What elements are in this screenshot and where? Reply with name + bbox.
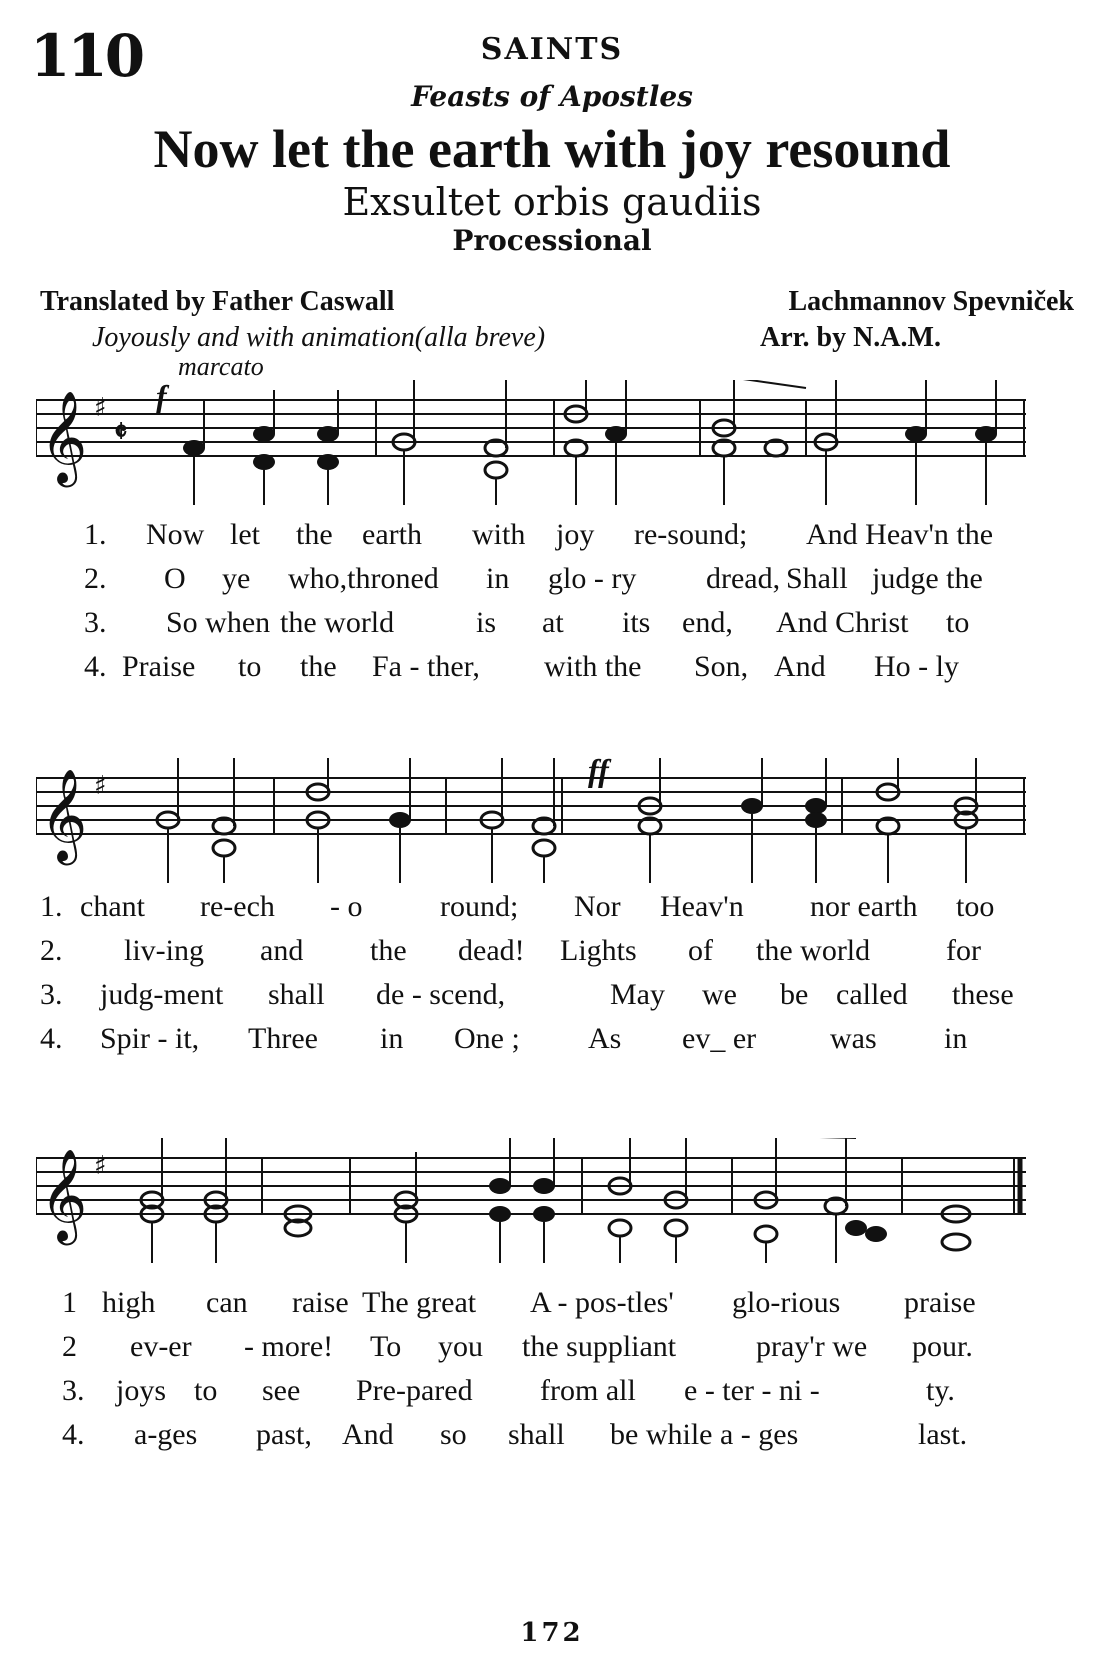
dynamic-fortissimo: ff bbox=[588, 752, 609, 788]
svg-text:♯: ♯ bbox=[94, 393, 107, 423]
music-staff-1 bbox=[36, 380, 1026, 510]
subsection-title: Feasts of Apostles bbox=[411, 80, 693, 113]
lyric-line-1-1: 1. Now let the earth with joy re-sound; And Heav'n the bbox=[84, 518, 994, 551]
tune-source: Lachmannov Spevniček bbox=[788, 286, 1074, 317]
svg-text:𝄞: 𝄞 bbox=[40, 1148, 88, 1241]
svg-text:𝄞: 𝄞 bbox=[40, 768, 88, 861]
hymn-title: Now let the earth with joy resound bbox=[153, 119, 951, 179]
music-staff-3 bbox=[36, 1138, 1026, 1268]
svg-text:𝄞: 𝄞 bbox=[40, 390, 88, 483]
lyric-line-1-4: 4. Praise to the Fa - ther, with the Son, And Ho - ly bbox=[84, 650, 959, 683]
lyric-line-2-3: 3. judg-ment shall de - scend, May we be called these bbox=[40, 978, 1014, 1011]
page-number: 172 bbox=[520, 1618, 584, 1648]
lyric-line-1-2: 2. O ye who,throned in glo - ry dread, Shall judge the bbox=[84, 562, 983, 595]
hymn-number: 110 bbox=[30, 22, 143, 90]
lyric-line-2-4: 4. Spir - it, Three in One ; As ev_ er was in bbox=[40, 1022, 968, 1055]
lyric-line-3-1: 1 high can raise The great A - pos-tles' glo-rious praise bbox=[62, 1286, 976, 1319]
arranger-credit: Arr. by N.A.M. bbox=[760, 322, 941, 353]
lyric-line-2-2: 2. liv-ing and the dead! Lights of the world for bbox=[40, 934, 981, 967]
lyric-line-3-3: 3. joys to see Pre-pared from all e - ter - ni - ty. bbox=[62, 1374, 955, 1407]
tempo-marking: Joyously and with animation(alla breve) bbox=[92, 322, 546, 353]
lyric-line-1-3: 3. So when the world is at its end, And Christ to bbox=[84, 606, 970, 639]
music-staff-2 bbox=[36, 758, 1026, 888]
lyric-line-2-1: 1. chant re-ech - o round; Nor Heav'n nor earth too bbox=[40, 890, 995, 923]
svg-text:♯: ♯ bbox=[94, 1151, 107, 1181]
expression-marking: marcato bbox=[178, 352, 264, 381]
svg-text:♯: ♯ bbox=[94, 771, 107, 801]
section-title: SAINTS bbox=[480, 32, 624, 67]
translator-credit: Translated by Father Caswall bbox=[40, 286, 395, 317]
hymn-kind: Processional bbox=[452, 224, 652, 257]
svg-text:𝄵: 𝄵 bbox=[114, 415, 128, 450]
latin-title: Exsultet orbis gaudiis bbox=[342, 180, 762, 224]
lyric-line-3-4: 4. a-ges past, And so shall be while a - ges last. bbox=[62, 1418, 968, 1451]
lyric-line-3-2: 2 ev-er - more! To you the suppliant pray'r we pour. bbox=[62, 1330, 973, 1363]
dynamic-forte: f bbox=[156, 378, 167, 414]
